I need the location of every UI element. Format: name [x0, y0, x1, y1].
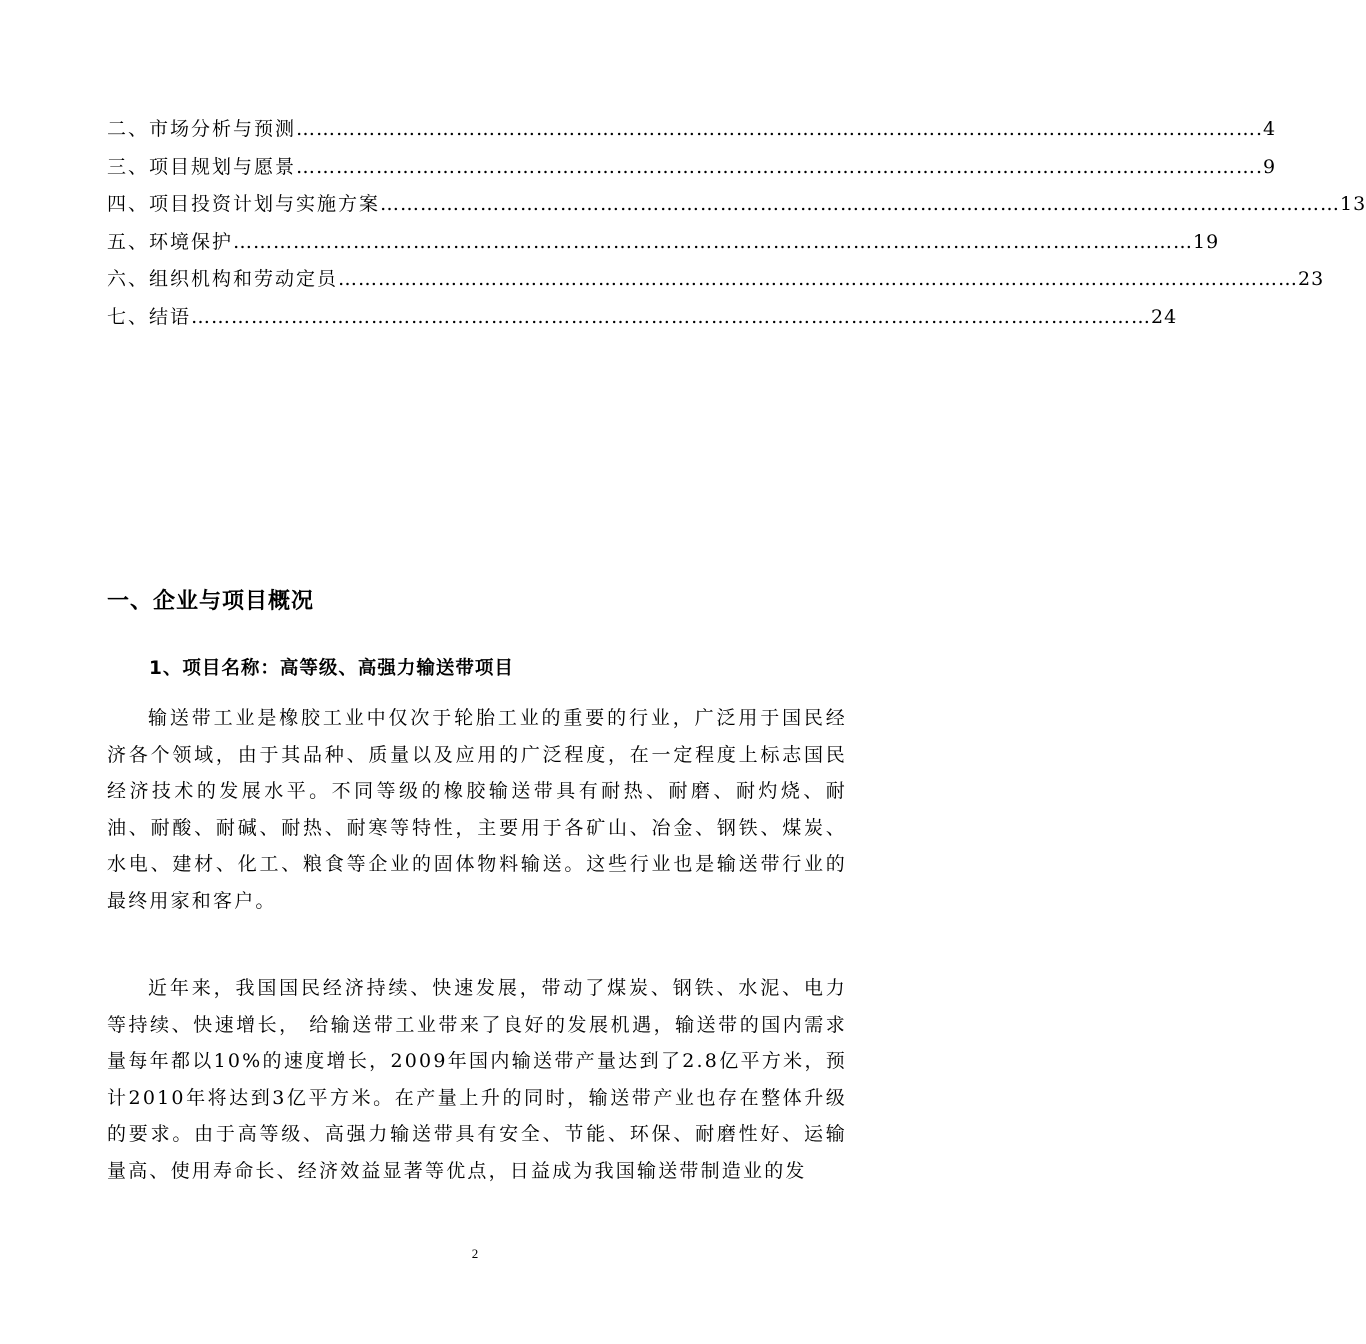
page-number: 2: [471, 1246, 479, 1261]
toc-entry-title: 二、市场分析与预测: [107, 118, 297, 140]
toc-entry-title: 三、项目规划与愿景: [107, 155, 297, 178]
section-heading: 一、企业与项目概况: [107, 589, 315, 614]
toc-leader-dots: ………………………………………………………………………………………………………………………………: [296, 118, 1257, 140]
toc-entry[interactable]: [107, 114, 1277, 152]
toc-leader-dots: ………………………………………………………………………………………………………………………………: [296, 155, 1257, 178]
toc-entry-page: 23: [1298, 268, 1325, 290]
toc-leader-dots: ………………………………………………………………………………………………………………………………: [338, 268, 1299, 290]
body-paragraph: 输送带工业是橡胶工业中仅次于轮胎工业的重要的行业，广泛用于国民经济各个领域，由于其品种、质量以及应用的广泛程度，在一定程度上标志国民经济技术的发展水平。不同等级的橡胶输送带具有耐热、耐磨、耐灼烧、耐油、耐酸、耐碱、耐热、耐寒等特性，主要用于各矿山、冶金、钢铁、煤炭、水电、建材、化工、粮食等企业的固体物料输送。这些行业也是输送带行业的最终用家和客户。: [107, 707, 847, 912]
toc-entry-page: 13: [1340, 193, 1366, 215]
toc-entry-title: 五、环境保护: [107, 230, 234, 253]
toc-entry-title: 六、组织机构和劳动定员: [107, 268, 339, 290]
toc-leader-dots: ………………………………………………………………………………………………………………………………: [380, 193, 1341, 215]
body-paragraph: 近年来，我国国民经济持续、快速发展，带动了煤炭、钢铁、水泥、电力等持续、快速增长， 给输送带工业带来了良好的发展机遇，输送带的国内需求量每年都以10%的速度增长，2009年国内输送带产量达到了2.8亿平方米，预计2010年将达到3亿平方米。在产量上升的同时，输送带产业也存在整体升级的要求。由于高等级、高强力输送带具有安全、节能、环保、耐磨性好、运输量高、使用寿命长、经济效益显著等优点，日益成为我国输送带制造业的发: [107, 977, 847, 1182]
table-of-contents: [107, 114, 1366, 339]
toc-entry[interactable]: [107, 264, 1325, 302]
toc-entry-page: .9: [1256, 155, 1277, 178]
toc-entry-page: 24: [1151, 305, 1178, 328]
toc-entry[interactable]: [107, 302, 1178, 340]
toc-entry-title: 四、项目投资计划与实施方案: [107, 193, 381, 215]
toc-entry-page: .4: [1256, 118, 1277, 140]
toc-entry[interactable]: [107, 227, 1220, 265]
section-subheading: 1、项目名称：高等级、高强力输送带项目: [149, 658, 514, 679]
toc-leader-dots: ………………………………………………………………………………………………………………………………: [191, 305, 1152, 328]
toc-leader-dots: ………………………………………………………………………………………………………………………………: [233, 230, 1194, 253]
toc-entry-page: 19: [1193, 230, 1220, 253]
toc-entry[interactable]: [107, 189, 1366, 227]
toc-entry[interactable]: [107, 152, 1277, 190]
toc-entry-title: 七、结语: [107, 305, 192, 328]
